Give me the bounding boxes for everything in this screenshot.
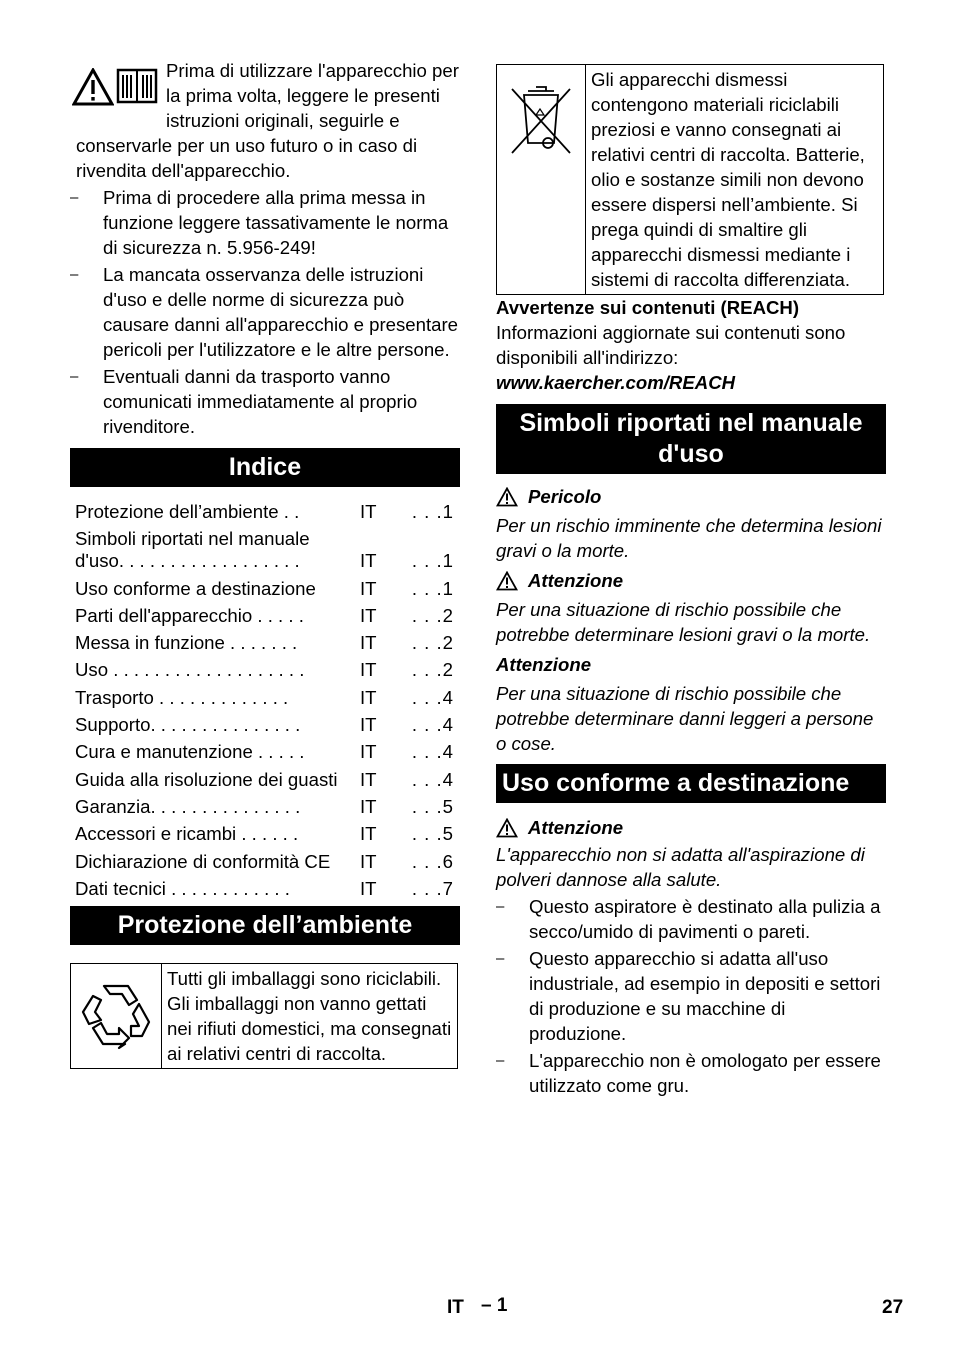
list-item: – L'apparecchio non è omologato per essere utilizzato come gru. bbox=[496, 1048, 886, 1098]
toc-entry-page: . . .7 bbox=[411, 877, 454, 899]
toc-entry-lang: IT bbox=[360, 795, 377, 817]
table-of-contents bbox=[70, 501, 460, 900]
toc-entry-lang: IT bbox=[360, 577, 377, 599]
toc-row[interactable] bbox=[70, 632, 460, 654]
toc-entry-page: . . .2 bbox=[411, 659, 454, 681]
toc-entry-page: . . .4 bbox=[411, 768, 454, 790]
toc-entry-label: Supporto. . . . . . . . . . . . . . . bbox=[75, 714, 301, 736]
toc-entry-page: . . .5 bbox=[411, 823, 454, 845]
symbol-label: Pericolo bbox=[528, 486, 602, 507]
toc-entry-label: Parti dell'apparecchio . . . . . bbox=[75, 604, 304, 626]
list-item: – Eventuali danni da trasporto vanno comunicati immediatamente al proprio rivenditore. bbox=[70, 364, 460, 439]
proper-use-section bbox=[496, 815, 886, 1098]
toc-entry-page: . . .4 bbox=[411, 714, 454, 736]
toc-entry-lang: IT bbox=[360, 850, 377, 872]
toc-entry-label: Messa in funzione . . . . . . . bbox=[75, 632, 298, 654]
toc-entry-lang: IT bbox=[360, 686, 377, 708]
toc-entry-label: Protezione dell’ambiente . . bbox=[75, 501, 300, 522]
toc-entry-lang: IT bbox=[360, 877, 377, 899]
toc-entry-lang: IT bbox=[360, 550, 377, 572]
list-item: – Questo aspiratore è destinato alla pulizia a secco/umido di pavimenti o pareti. bbox=[496, 894, 886, 944]
toc-entry-label: Cura e manutenzione . . . . . bbox=[75, 741, 305, 763]
warning-triangle-icon bbox=[496, 487, 518, 507]
intro-icons bbox=[70, 64, 160, 112]
warning-triangle-icon bbox=[496, 818, 518, 838]
proper-use-heading: Uso conforme a destinazione bbox=[496, 764, 886, 803]
intro-text: Prima di utilizzare l'apparecchio per la prima volta, leggere le presenti istruzioni originali, seguirle e conservarle per un uso futuro o in caso di rivendita dell'apparecchio. bbox=[76, 60, 459, 181]
packaging-icon-cell bbox=[71, 964, 162, 1068]
reach-title: Avvertenze sui contenuti (REACH) bbox=[496, 297, 800, 318]
page-number: 27 bbox=[882, 1297, 904, 1318]
symbol-warning bbox=[496, 568, 886, 593]
right-column bbox=[496, 64, 886, 1100]
reach-text: Informazioni aggiornate sui contenuti sono disponibili all'indirizzo: bbox=[496, 322, 846, 368]
toc-entry-label: Dati tecnici . . . . . . . . . . . . bbox=[75, 877, 290, 899]
crossed-bin-icon bbox=[508, 81, 574, 159]
toc-entry-page: . . .2 bbox=[411, 604, 454, 626]
disposal-box bbox=[496, 64, 884, 295]
toc-row[interactable] bbox=[70, 578, 460, 600]
toc-entry-lang: IT bbox=[360, 659, 377, 681]
toc-row[interactable] bbox=[70, 501, 460, 523]
toc-row[interactable] bbox=[70, 796, 460, 818]
warning-text: L'apparecchio non si adatta all'aspirazione di polveri dannose alla salute. bbox=[496, 844, 865, 890]
list-item: – Questo apparecchio si adatta all'uso industriale, ad esempio in depositi e settori di produzione e su macchine di produzione. bbox=[496, 946, 886, 1046]
toc-entry-label: Garanzia. . . . . . . . . . . . . . . bbox=[75, 795, 301, 817]
environment-heading: Protezione dell’ambiente bbox=[70, 906, 460, 945]
symbol-description: Per una situazione di rischio possibile che potrebbe determinare danni leggeri a persone o cose. bbox=[496, 683, 874, 754]
intro-bullet-list bbox=[70, 185, 460, 439]
toc-entry-lang: IT bbox=[360, 741, 377, 763]
toc-entry-page: . . .2 bbox=[411, 632, 454, 654]
symbols-section bbox=[496, 484, 886, 756]
intro-section bbox=[70, 58, 460, 439]
toc-entry-lang: IT bbox=[360, 604, 377, 626]
proper-use-warning bbox=[496, 815, 886, 840]
symbol-label: Attenzione bbox=[496, 654, 592, 675]
disposal-icon-cell bbox=[497, 65, 586, 294]
toc-row[interactable] bbox=[70, 605, 460, 627]
footer-language: IT bbox=[447, 1297, 464, 1318]
toc-entry-page: . . .4 bbox=[411, 741, 454, 763]
toc-row[interactable] bbox=[70, 687, 460, 709]
toc-row[interactable] bbox=[70, 878, 460, 900]
toc-entry-lang: IT bbox=[360, 632, 377, 654]
toc-row[interactable] bbox=[70, 528, 460, 572]
toc-entry-lang: IT bbox=[360, 714, 377, 736]
toc-entry-page: . . .1 bbox=[411, 550, 454, 572]
toc-entry-page: . . .4 bbox=[411, 686, 454, 708]
toc-entry-page: . . .1 bbox=[411, 577, 454, 599]
toc-entry-label: Dichiarazione di conformità CE bbox=[75, 850, 331, 872]
toc-entry-label: Uso . . . . . . . . . . . . . . . . . . . bbox=[75, 659, 305, 681]
toc-entry-label: Uso conforme a destinazione bbox=[75, 577, 316, 599]
symbol-description: Per una situazione di rischio possibile che potrebbe determinare lesioni gravi o la morte. bbox=[496, 599, 871, 645]
list-item: – Prima di procedere alla prima messa in funzione leggere tassativamente le norma di sicurezza n. 5.956-249! bbox=[70, 185, 460, 260]
toc-entry-label: Accessori e ricambi . . . . . . bbox=[75, 823, 299, 845]
list-item: – La mancata osservanza delle istruzioni d'uso e delle norme di sicurezza può causare danni all'apparecchio e presentare pericoli per l'utilizzatore e le altre persone. bbox=[70, 262, 460, 362]
toc-entry-label: Guida alla risoluzione dei guasti bbox=[75, 768, 338, 790]
footer-section-page: – 1 bbox=[481, 1295, 508, 1316]
toc-entry-page: . . .6 bbox=[411, 850, 454, 872]
toc-entry-label: Trasporto . . . . . . . . . . . . . bbox=[75, 686, 289, 708]
disposal-text: Gli apparecchi dismessi contengono materiali riciclabili preziosi e vanno consegnati ai relativi centri di raccolta. Batterie, olio e sostanze simili non devono essere dispersi nell’ambiente. Si prega quindi di smaltire gli apparecchi dismessi mediante i sistemi di raccolta differenziata. bbox=[591, 69, 865, 290]
symbol-description: Per un rischio imminente che determina lesioni gravi o la morte. bbox=[496, 515, 882, 561]
toc-entry-lang: IT bbox=[360, 823, 377, 845]
warning-label: Attenzione bbox=[528, 817, 624, 838]
toc-row[interactable] bbox=[70, 741, 460, 763]
toc-row[interactable] bbox=[70, 851, 460, 873]
toc-row[interactable] bbox=[70, 714, 460, 736]
toc-row[interactable] bbox=[70, 769, 460, 791]
toc-row[interactable] bbox=[70, 823, 460, 845]
toc-entry-lang: IT bbox=[360, 501, 377, 522]
index-heading: Indice bbox=[70, 448, 460, 487]
packaging-box bbox=[70, 963, 458, 1069]
symbol-label: Attenzione bbox=[528, 570, 624, 591]
packaging-text: Tutti gli imballaggi sono riciclabili. Gli imballaggi non vanno gettati nei rifiuti domestici, ma consegnati ai relativi centri di raccolta. bbox=[167, 967, 452, 1064]
left-column bbox=[70, 58, 460, 1069]
symbol-danger bbox=[496, 484, 886, 509]
warning-triangle-icon bbox=[72, 68, 114, 106]
toc-row[interactable] bbox=[70, 659, 460, 681]
toc-entry-page: . . .1 bbox=[411, 501, 454, 522]
warning-triangle-icon bbox=[496, 571, 518, 591]
manual-book-icon bbox=[116, 68, 158, 104]
reach-link[interactable]: www.kaercher.com/REACH bbox=[496, 372, 736, 393]
toc-entry-lang: IT bbox=[360, 768, 377, 790]
recycling-icon bbox=[79, 980, 153, 1052]
proper-use-bullet-list bbox=[496, 894, 886, 1098]
symbols-heading: Simboli riportati nel manuale d'uso bbox=[496, 404, 886, 474]
toc-entry-label: Simboli riportati nel manuale d'uso. . . . . . . . . . . . . . . . . . bbox=[75, 528, 310, 572]
toc-entry-page: . . .5 bbox=[411, 795, 454, 817]
